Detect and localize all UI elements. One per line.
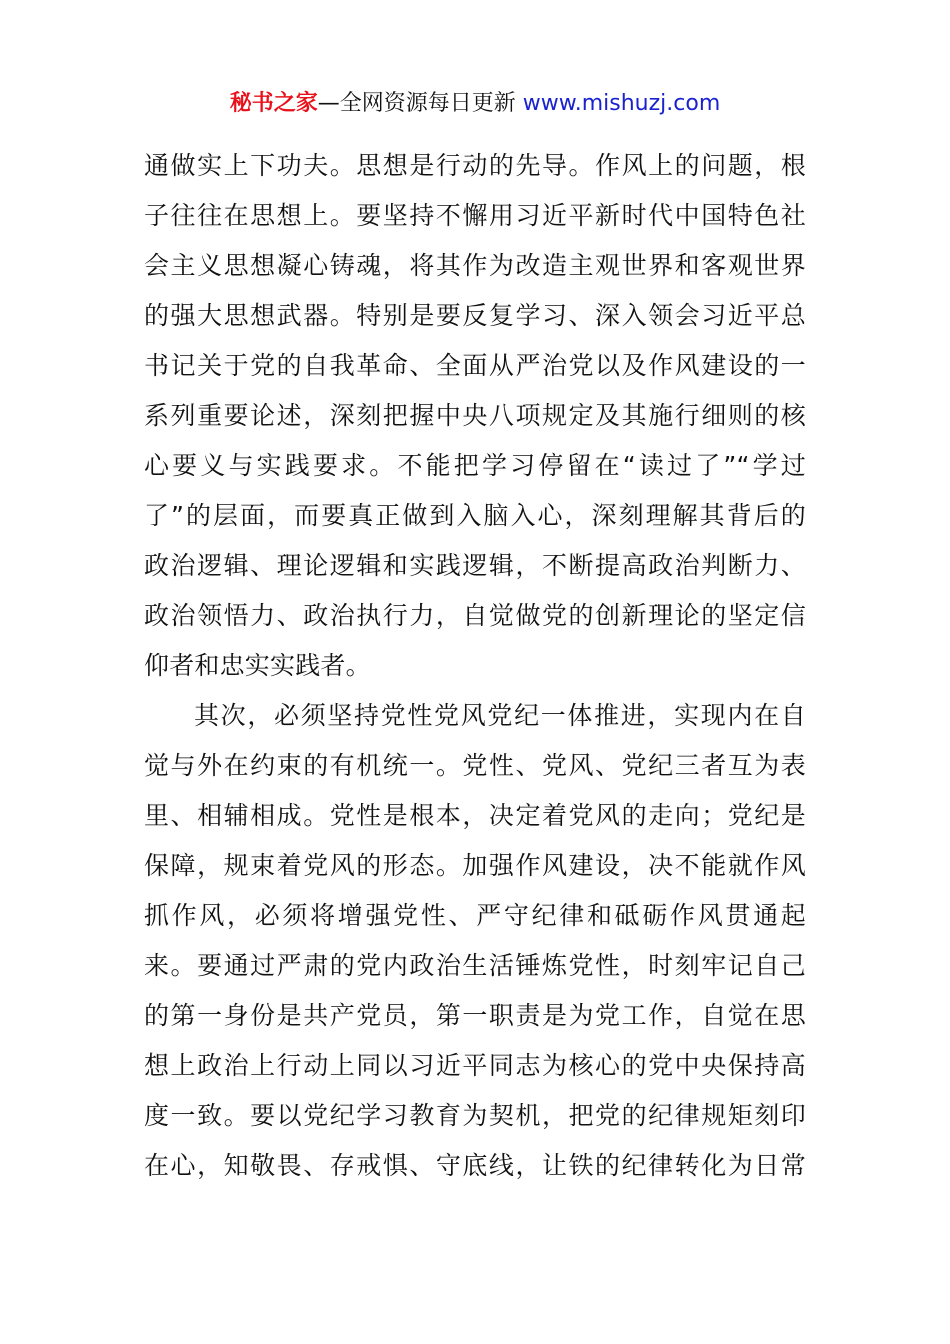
text-line: 其次，必须坚持党性党风党纪一体推进，实现内在自 (194, 701, 806, 730)
text-line: 的第一身份是共产党员，第一职责是为党工作，自觉在思 (144, 1001, 806, 1030)
text-line: 觉与外在约束的有机统一。党性、党风、党纪三者互为表 (144, 751, 806, 780)
text-line: 来。要通过严肃的党内政治生活锤炼党性，时刻牢记自己 (144, 951, 806, 980)
text-line: 通做实上下功夫。思想是行动的先导。作风上的问题，根 (144, 151, 806, 180)
text-line: 子往往在思想上。要坚持不懈用习近平新时代中国特色社 (144, 201, 806, 230)
text-line: 书记关于党的自我革命、全面从严治党以及作风建设的一 (144, 351, 806, 380)
text-line: 心要义与实践要求。不能把学习停留在“读过了”“学过 (144, 451, 806, 480)
header-tagline: —全网资源每日更新 (317, 91, 516, 116)
text-line: 抓作风，必须将增强党性、严守纪律和砥砺作风贯通起 (144, 901, 806, 930)
text-line: 系列重要论述，深刻把握中央八项规定及其施行细则的核 (144, 401, 806, 430)
text-line: 了”的层面，而要真正做到入脑入心，深刻理解其背后的 (144, 501, 806, 530)
text-line: 度一致。要以党纪学习教育为契机，把党的纪律规矩刻印 (144, 1101, 806, 1130)
text-line: 会主义思想凝心铸魂，将其作为改造主观世界和客观世界 (144, 251, 806, 280)
text-line: 里、相辅相成。党性是根本，决定着党风的走向；党纪是 (144, 801, 806, 830)
text-line: 的强大思想武器。特别是要反复学习、深入领会习近平总 (144, 301, 806, 330)
text-line: 政治逻辑、理论逻辑和实践逻辑，不断提高政治判断力、 (144, 551, 806, 580)
header-url[interactable]: www.mishuzj.com (522, 91, 721, 116)
text-line: 想上政治上行动上同以习近平同志为核心的党中央保持高 (144, 1051, 806, 1080)
text-line: 政治领悟力、政治执行力，自觉做党的创新理论的坚定信 (144, 601, 806, 630)
header-brand: 秘书之家 (229, 91, 318, 116)
text-line: 保障，规束着党风的形态。加强作风建设，决不能就作风 (144, 851, 806, 880)
text-line: 仰者和忠实实践者。 (144, 651, 371, 680)
page-header (0, 86, 950, 122)
body-text (144, 141, 806, 1191)
text-line: 在心，知敬畏、存戒惧、守底线，让铁的纪律转化为日常 (144, 1151, 806, 1180)
